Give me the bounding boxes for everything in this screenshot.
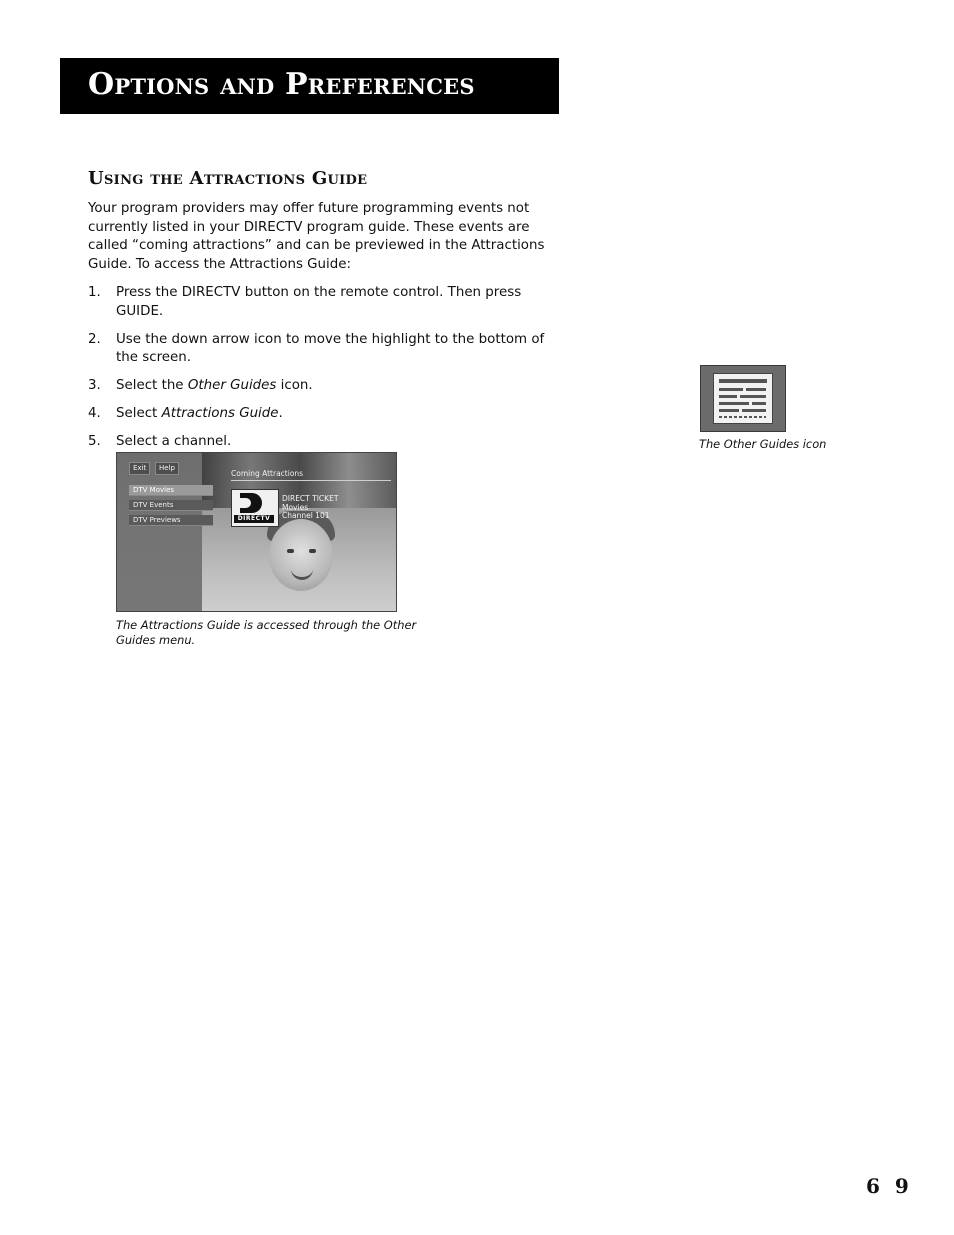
logo-arc-inner (240, 498, 251, 508)
attractions-guide-screenshot (116, 452, 397, 612)
step-text: Select a channel. (116, 434, 232, 450)
menu-item-dtv-movies[interactable]: DTV Movies (129, 485, 213, 496)
step-number: 5. (88, 434, 101, 450)
other-guides-icon (700, 365, 786, 432)
step-number: 4. (88, 406, 101, 422)
info-service: DIRECT TICKET (282, 494, 339, 503)
info-channel: Channel 101 (282, 511, 330, 521)
guide-sheet (713, 373, 773, 424)
sheet-line (719, 409, 739, 412)
step-item (88, 284, 564, 321)
sheet-line (719, 395, 737, 398)
sheet-line (740, 395, 766, 398)
info-category: Movies (282, 502, 309, 512)
menu-item-dtv-previews[interactable]: DTV Previews (129, 515, 213, 526)
help-tab[interactable]: Help (155, 462, 179, 475)
menu-panel (117, 453, 202, 611)
child-eye (309, 549, 316, 553)
steps-list (88, 284, 564, 461)
step-item (88, 405, 564, 424)
step-item (88, 433, 564, 452)
step-number: 3. (88, 378, 101, 394)
logo-word: DIRECTV (234, 515, 274, 523)
section-title: Using the Attractions Guide (88, 168, 368, 189)
chapter-header (60, 58, 559, 114)
step-text-tail: . (278, 406, 283, 422)
step-text: Use the down arrow icon to move the highlight to the bottom of the screen. (116, 331, 545, 366)
child-face (269, 519, 333, 591)
step-item (88, 377, 564, 396)
directv-logo (231, 489, 279, 527)
sheet-line (742, 409, 766, 412)
chapter-title: Options and Preferences (88, 67, 475, 102)
page-number: 6 9 (866, 1174, 913, 1198)
step-emphasis: Other Guides (187, 378, 277, 394)
screenshot-caption: The Attractions Guide is accessed through the Other Guides menu. (116, 618, 417, 647)
sheet-dotted-line (719, 416, 766, 418)
sheet-line (719, 402, 749, 405)
title-divider (231, 480, 391, 481)
channel-info (282, 495, 338, 521)
step-text: Select the (116, 378, 188, 394)
sheet-line (719, 379, 767, 383)
intro-paragraph: Your program providers may offer future programming events not currently listed in your DIRECTV program guide. These events are called “coming attractions” and can be previewed in the Attractions Guide. To access the Attractions Guide: (88, 201, 545, 272)
child-eye (287, 549, 294, 553)
step-emphasis: Attractions Guide (161, 406, 279, 422)
sheet-line (746, 388, 766, 391)
step-text-tail: icon. (276, 378, 313, 394)
exit-tab[interactable]: Exit (129, 462, 150, 475)
step-number: 1. (88, 285, 101, 300)
sheet-line (752, 402, 766, 405)
coming-attractions-title: Coming Attractions (231, 469, 304, 478)
step-item (88, 331, 564, 368)
step-text: Press the DIRECTV button on the remote control. Then press GUIDE. (116, 285, 522, 319)
step-number: 2. (88, 331, 101, 347)
sheet-line (719, 388, 743, 391)
step-text: Select (116, 406, 162, 422)
menu-item-dtv-events[interactable]: DTV Events (129, 500, 213, 511)
icon-caption: The Other Guides icon (699, 437, 827, 451)
